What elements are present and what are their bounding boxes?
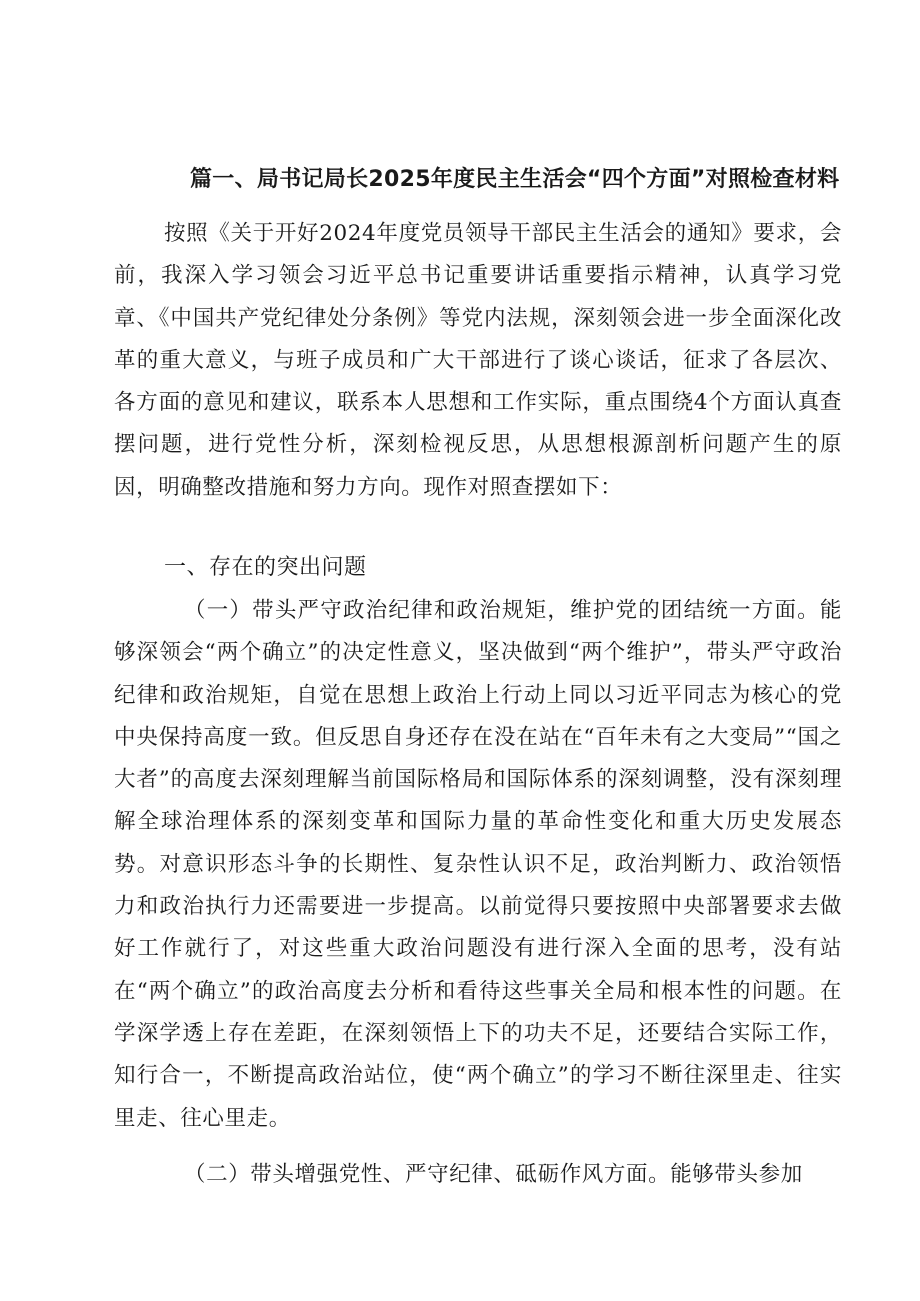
- paragraph-two: （二）带头增强党性、严守纪律、砥砺作风方面。能够带头参加: [184, 1162, 803, 1187]
- document-title: 篇一、局书记局长2025年度民主生活会“四个方面”对照检查材料: [190, 167, 840, 192]
- intro-paragraph: 按照《关于开好2024年度党员领导干部民主生活会的通知》要求，会前，我深入学习领会习近平总书记重要讲话重要指示精神，认真学习党章、《中国共产党纪律处分条例》等党内法规，深刻领会进一步全面深化改革的重大意义，与班子成员和广大干部进行了谈心谈话，征求了各层次、各方面的意见和建议，联系本人思想和工作实际，重点围绕4个方面认真查摆问题，进行党性分析，深刻检视反思，从思想根源剖析问题产生的原因，明确整改措施和努力方向。现作对照查摆如下：: [114, 221, 842, 500]
- section-heading: 一、存在的突出问题: [164, 555, 367, 580]
- paragraph-one: （一）带头严守政治纪律和政治规矩，维护党的团结统一方面。能够深领会“两个确立”的决定性意义，坚决做到“两个维护”，带头严守政治纪律和政治规矩，自觉在思想上政治上行动上同以习近平同志为核心的党中央保持高度一致。但反思自身还存在没在站在“百年未有之大变局”“国之大者”的高度去深刻理解当前国际格局和国际体系的深刻调整，没有深刻理解全球治理体系的深刻变革和国际力量的革命性变化和重大历史发展态势。对意识形态斗争的长期性、复杂性认识不足，政治判断力、政治领悟力和政治执行力还需要进一步提高。以前觉得只要按照中央部署要求去做好工作就行了，对这些重大政治问题没有进行深入全面的思考，没有站在“两个确立”的政治高度去分析和看待这些事关全局和根本性的问题。在学深学透上存在差距，在深刻领悟上下的功夫不足，还要结合实际工作，知行合一，不断提高政治站位，使“两个确立”的学习不断往深里走、往实里走、往心里走。: [114, 598, 842, 1131]
